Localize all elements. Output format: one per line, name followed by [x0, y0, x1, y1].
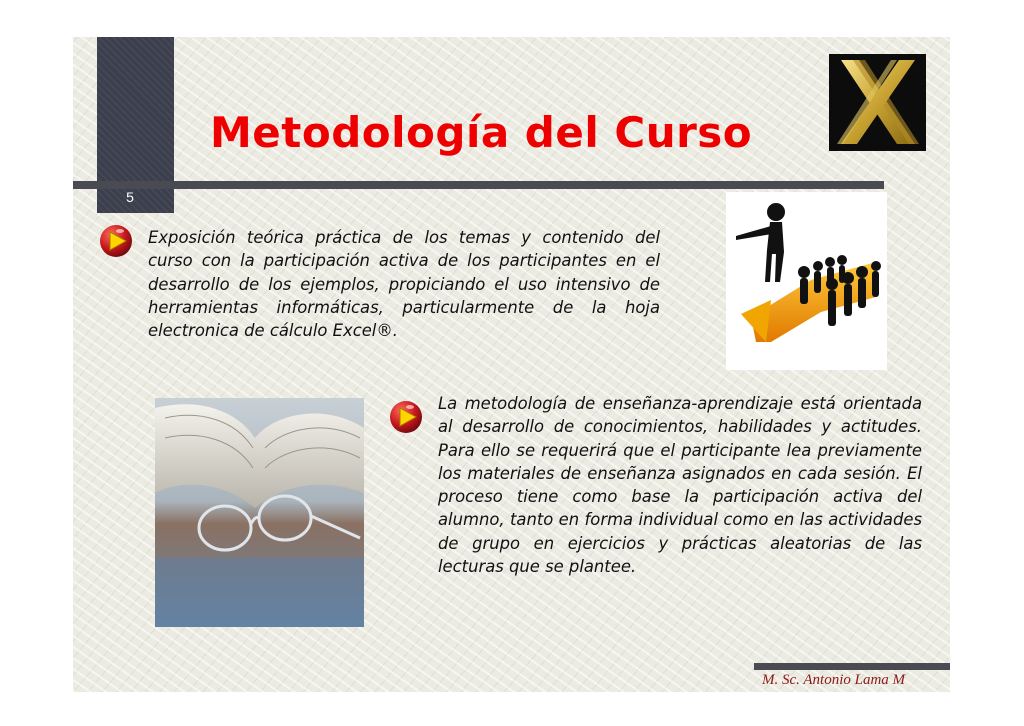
play-bullet-icon: [389, 400, 423, 434]
footer-divider: [754, 663, 950, 670]
slide-number: 5: [126, 189, 134, 205]
gold-x-logo-icon: [829, 54, 926, 151]
methodology-paragraph-1: Exposición teórica práctica de los temas y contenido del curso con la participación activa de los participantes en el desarrollo de los ejemplos, propiciando el uso intensivo de herramientas informáticas, particularmente de la hoja electronica de cálculo Excel®.: [148, 228, 660, 341]
methodology-paragraph-2: La metodología de enseñanza-aprendizaje está orientada al desarrollo de conocimientos, habilidades y actitudes. Para ello se requerirá que el participante lea previamente los materiales de enseñanza asignados en cada sesión. El proceso tiene como base la participación activa del alumno, tanto en forma individual como en las actividades de grupo en ejercicios y prácticas aleatorias de las lecturas que se plantee.: [438, 394, 922, 577]
slide-title: Metodología del Curso: [210, 108, 753, 157]
open-book-and-glasses-photo: [155, 398, 364, 627]
title-divider: [73, 181, 884, 189]
footer-author: M. Sc. Antonio Lama M: [762, 672, 906, 688]
leader-with-followers-on-arrow-image: [726, 192, 887, 370]
play-bullet-icon: [99, 224, 133, 258]
